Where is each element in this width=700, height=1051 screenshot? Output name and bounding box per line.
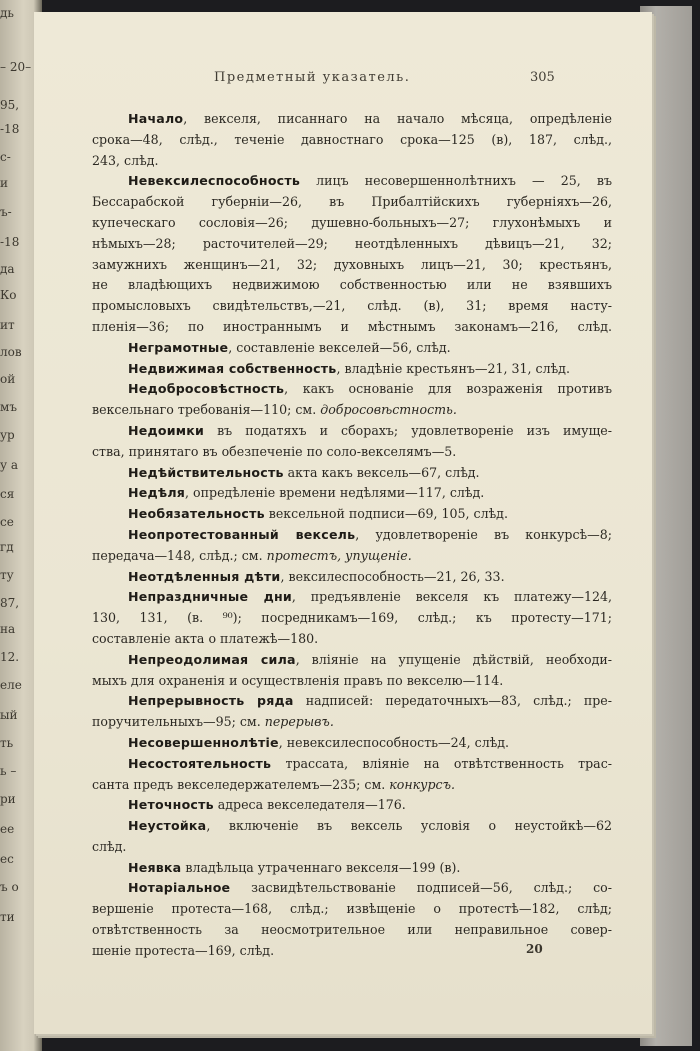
- prev-page-fragment: -18: [0, 122, 20, 136]
- signature-mark: 20: [526, 942, 543, 956]
- entry-text: мыхъ для охраненія и осуществленія правъ по векселю—114.: [92, 672, 504, 688]
- entry-text: поручительныхъ—95; см.: [92, 714, 265, 730]
- prev-page-fragment: лов: [0, 345, 22, 359]
- index-line: [92, 858, 612, 879]
- index-term: Недобросовѣстность: [128, 381, 285, 397]
- index-term: Неустойка: [128, 818, 207, 834]
- prev-page-fragment: еле: [0, 678, 22, 692]
- entry-text: , владѣніе крестьянъ—21, 31, слѣд.: [336, 360, 570, 376]
- index-line: [92, 109, 612, 130]
- prev-page-fragment: с-: [0, 150, 11, 164]
- running-header: [34, 70, 652, 90]
- index-line: [92, 816, 612, 837]
- index-line: [92, 359, 612, 380]
- index-line: [92, 379, 612, 400]
- book-page: [34, 12, 652, 1034]
- page-number: 305: [530, 70, 555, 85]
- index-line: [92, 130, 612, 151]
- prev-page-fragment: ее: [0, 822, 15, 836]
- entry-text: шеніе протеста—169, слѣд.: [92, 942, 275, 958]
- entry-text: , составленіе векселей—56, слѣд.: [228, 339, 451, 355]
- entry-text: , какъ основаніе для возраженія противъ: [284, 381, 612, 397]
- prev-page-fragment: ур: [0, 428, 15, 442]
- index-line: [92, 421, 612, 442]
- index-line: [92, 338, 612, 359]
- index-term: Неявка: [128, 859, 182, 875]
- index-line: [92, 463, 612, 484]
- index-term: Непрерывность ряда: [128, 693, 294, 709]
- index-line: [92, 275, 612, 296]
- entry-text: , включеніе въ вексель условія о неустойкѣ—62: [206, 818, 612, 834]
- index-term: Неопротестованный вексель: [128, 526, 356, 542]
- index-term: Начало: [128, 111, 184, 126]
- index-line: [92, 213, 612, 234]
- cross-reference: протестъ, упущеніе.: [266, 547, 412, 563]
- index-line: [92, 920, 612, 941]
- entry-text: Бессарабской губерніи—26, въ Прибалтійскихъ губерніяхъ—26,: [92, 194, 612, 210]
- entry-text: 243, слѣд.: [92, 152, 159, 168]
- prev-page-fragment: ть: [0, 736, 14, 750]
- entry-text: промысловыхъ свидѣтельствъ,—21, слѣд. (в), 31; время насту-: [92, 298, 612, 314]
- prev-page-fragment: 95,: [0, 98, 20, 112]
- prev-page-fragment: ес: [0, 852, 14, 866]
- entry-text: купеческаго сословія—26; душевно-больныхъ—27; глухонѣмыхъ и: [92, 214, 612, 230]
- index-line: [92, 400, 612, 421]
- index-term: Несовершеннолѣтіе: [128, 734, 279, 750]
- entry-text: не владѣющихъ недвижимою собственностью или не взявшихъ: [92, 277, 612, 293]
- prev-page-fragment: Ко: [0, 288, 17, 302]
- index-line: [92, 504, 612, 525]
- entry-text: пленія—36; по иностраннымъ и мѣстнымъ законамъ—216, слѣд.: [92, 318, 612, 334]
- entry-text: , удовлетвореніе въ конкурсѣ—8;: [355, 526, 612, 542]
- index-line: [92, 171, 612, 192]
- prev-page-fragment: ъ о: [0, 880, 19, 894]
- prev-page-fragment: се: [0, 515, 14, 529]
- prev-page-fragment: и: [0, 176, 8, 190]
- index-term: Необязательность: [128, 506, 265, 522]
- prev-page-fragment: ит: [0, 318, 15, 332]
- entry-text: составленіе акта о платежѣ—180.: [92, 630, 319, 646]
- prev-page-fragment: ри: [0, 792, 16, 806]
- entry-text: засвидѣтельствованіе подписей—56, слѣд.; со-: [230, 880, 612, 896]
- index-line: [92, 795, 612, 816]
- index-line: [92, 733, 612, 754]
- index-line: [92, 608, 612, 629]
- index-term: Несостоятельность: [128, 755, 272, 771]
- prev-page-fragment: ти: [0, 910, 15, 924]
- index-term: Непраздничные дни: [128, 589, 292, 605]
- index-term: Недѣйствительность: [128, 464, 284, 480]
- entry-text: санта предъ векселедержателемъ—235; см.: [92, 776, 390, 792]
- index-line: [92, 234, 612, 255]
- prev-page-fragment: ый: [0, 708, 18, 722]
- prev-page-fragment: -18: [0, 235, 20, 249]
- prev-page-fragment: гд: [0, 540, 14, 554]
- prev-page-fragment: ъ-: [0, 205, 12, 219]
- entry-text: владѣльца утраченнаго векселя—199 (в).: [181, 859, 461, 875]
- index-line: [92, 878, 612, 899]
- entry-text: вексельной подписи—69, 105, слѣд.: [264, 506, 508, 522]
- cross-reference: перерывъ.: [264, 714, 334, 730]
- entry-text: , вліяніе на упущеніе дѣйствій, необходи-: [295, 651, 612, 667]
- index-term: Недѣля: [128, 485, 186, 501]
- entry-text: отвѣтственность за неосмотрительное или неправильное совер-: [92, 922, 612, 938]
- index-term: Неточность: [128, 797, 214, 813]
- entry-text: надписей: передаточныхъ—83, слѣд.; пре-: [293, 693, 612, 709]
- index-line: [92, 899, 612, 920]
- entry-text: адреса векселедателя—176.: [213, 797, 406, 813]
- prev-page-fragment: на: [0, 622, 16, 636]
- index-line: [92, 567, 612, 588]
- index-line: [92, 317, 612, 338]
- index-term: Невексилеспособность: [128, 173, 301, 189]
- prev-page-fragment: – 20–: [0, 60, 32, 74]
- index-line: [92, 775, 612, 796]
- entry-text: передача—148, слѣд.; см.: [92, 547, 267, 563]
- index-line: [92, 151, 612, 172]
- prev-page-fragment: 12.: [0, 650, 20, 664]
- index-line: [92, 650, 612, 671]
- index-line: [92, 546, 612, 567]
- index-line: [92, 192, 612, 213]
- entry-text: , векселя, писаннаго на начало мѣсяца, опредѣленіе: [183, 111, 612, 126]
- prev-page-fragment: ся: [0, 487, 15, 501]
- entry-text: вексельнаго требованія—110; см.: [92, 402, 321, 418]
- index-line: [92, 671, 612, 692]
- entry-text: срока—48, слѣд., теченіе давностнаго срока—125 (в), 187, слѣд.,: [92, 131, 612, 147]
- index-term: Нотаріальное: [128, 880, 231, 896]
- index-line: [92, 691, 612, 712]
- index-term: Непреодолимая сила: [128, 651, 296, 667]
- index-term: Неграмотные: [128, 339, 229, 355]
- index-line: [92, 629, 612, 650]
- index-line: [92, 754, 612, 775]
- entry-text: ства, принятаго въ обезпеченіе по соло-векселямъ—5.: [92, 443, 457, 459]
- entry-text: , опредѣленіе времени недѣлями—117, слѣд.: [185, 485, 485, 501]
- index-entries: [92, 109, 612, 962]
- cross-reference: конкурсъ.: [389, 776, 456, 792]
- entry-text: слѣд.: [92, 838, 127, 854]
- entry-text: трассата, вліяніе на отвѣтственность трас-: [271, 755, 612, 771]
- header-title: Предметный указатель.: [214, 70, 411, 85]
- index-line: [92, 296, 612, 317]
- prev-page-fragment: ой: [0, 372, 16, 386]
- cross-reference: добросовѣстность.: [320, 402, 457, 418]
- entry-text: нѣмыхъ—28; расточителей—29; неотдѣленныхъ дѣвицъ—21, 32;: [92, 235, 612, 251]
- entry-text: , невексилеспособность—24, слѣд.: [278, 734, 510, 750]
- index-term: Недоимки: [128, 422, 204, 438]
- entry-text: акта какъ вексель—67, слѣд.: [283, 464, 480, 480]
- entry-text: замужнихъ женщинъ—21, 32; духовныхъ лицъ—21, 30; крестьянъ,: [92, 256, 612, 272]
- prev-page-fragment: дь: [0, 6, 14, 20]
- prev-page-fragment: у а: [0, 458, 19, 472]
- index-line: [92, 587, 612, 608]
- index-line: [92, 712, 612, 733]
- index-line: [92, 255, 612, 276]
- entry-text: въ податяхъ и сборахъ; удовлетвореніе изъ имуще-: [204, 422, 612, 438]
- entry-text: , вексилеспособность—21, 26, 33.: [280, 568, 505, 584]
- index-line: [92, 483, 612, 504]
- prev-page-fragment: ь –: [0, 764, 17, 778]
- prev-page-fragment: 87,: [0, 596, 20, 610]
- entry-text: вершеніе протеста—168, слѣд.; извѣщеніе о протестѣ—182, слѣд;: [92, 901, 612, 917]
- index-line: [92, 525, 612, 546]
- entry-text: 130, 131, (в. ⁹⁰); посредникамъ—169, слѣд.; къ протесту—171;: [92, 610, 612, 626]
- entry-text: , предъявленіе векселя къ платежу—124,: [291, 589, 612, 605]
- prev-page-fragment: мъ: [0, 400, 17, 414]
- prev-page-fragment: ту: [0, 568, 14, 582]
- index-term: Неотдѣленныя дѣти: [128, 568, 281, 584]
- prev-page-fragment: да: [0, 262, 15, 276]
- index-term: Недвижимая собственность: [128, 360, 337, 376]
- index-line: [92, 442, 612, 463]
- entry-text: лицъ несовершеннолѣтнихъ — 25, въ: [300, 173, 612, 189]
- index-line: [92, 837, 612, 858]
